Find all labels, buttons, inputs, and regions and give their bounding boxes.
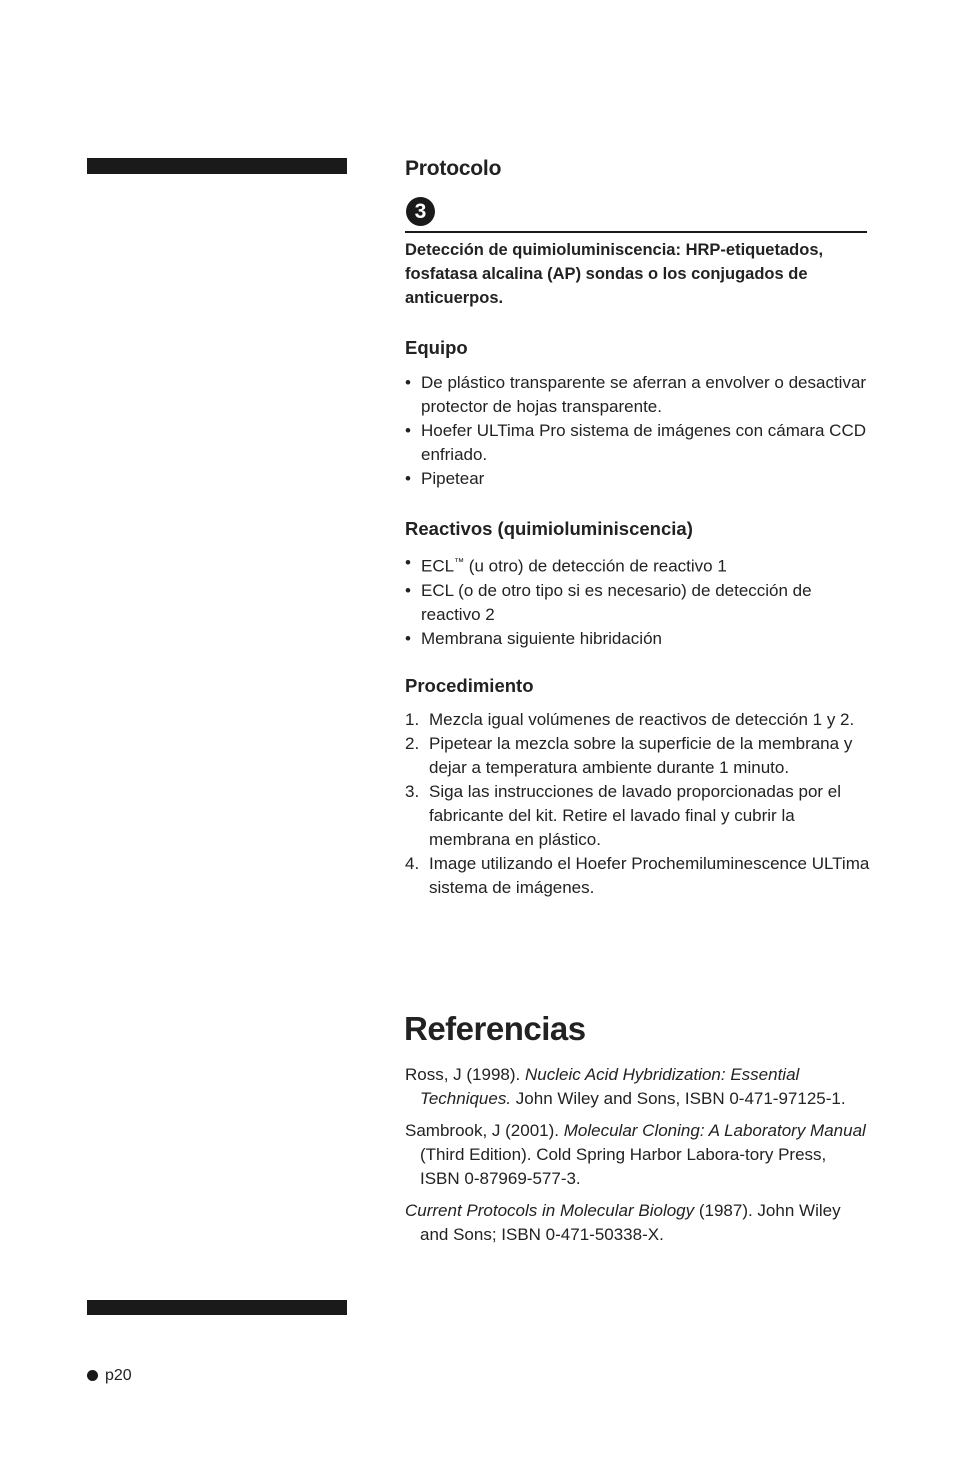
list-item: 2. Pipetear la mezcla sobre la superficie de la membrana y dejar a temperatura ambiente durante 1 minuto. — [405, 734, 853, 777]
list-item: • Pipetear — [405, 469, 485, 488]
reference-item: Current Protocols in Molecular Biology (1987). John Wiley and Sons; ISBN 0-471-50338-X. — [405, 1201, 841, 1244]
procedimiento-heading: Procedimiento — [405, 675, 534, 696]
equipo-list — [405, 371, 875, 491]
protocol-number-badge: 3 — [406, 197, 435, 226]
heading-rule — [405, 231, 867, 233]
reactivos-list — [405, 551, 875, 651]
list-item: • De plástico transparente se aferran a envolver o desactivar protector de hojas transparente. — [405, 373, 867, 416]
list-item: • Hoefer ULTima Pro sistema de imágenes con cámara CCD enfriado. — [405, 421, 866, 464]
referencias-heading: Referencias — [404, 1010, 586, 1047]
equipo-heading: Equipo — [405, 337, 468, 358]
page-number: p20 — [105, 1367, 132, 1384]
list-item: • Membrana siguiente hibridación — [405, 628, 662, 648]
protocol-heading: Protocolo — [405, 157, 502, 180]
page-footer — [87, 1367, 132, 1385]
list-item: 1. Mezcla igual volúmenes de reactivos de detección 1 y 2. — [405, 710, 855, 729]
reference-item: Sambrook, J (2001). Molecular Cloning: A Laboratory Manual (Third Edition). Cold Spring Harbor Labora-tory Press, ISBN 0-87969-577-3. — [405, 1121, 866, 1188]
reactivos-heading: Reactivos (quimioluminiscencia) — [405, 518, 693, 539]
list-item: • ECL (o de otro tipo si es necesario) de detección de reactivo 2 — [405, 580, 812, 624]
bullet-dot-icon — [87, 1370, 98, 1381]
procedimiento-list — [405, 708, 875, 900]
list-item: 3. Siga las instrucciones de lavado proporcionadas por el fabricante del kit. Retire el lavado final y cubrir la membrana en plástico. — [405, 782, 842, 849]
list-item: 4. Image utilizando el Hoefer Prochemiluminescence ULTima sistema de imágenes. — [405, 854, 870, 897]
list-item: • ECL™ (u otro) de detección de reactivo 1 — [405, 553, 727, 576]
reference-list — [405, 1063, 870, 1255]
top-divider-bar — [87, 158, 347, 174]
reference-item: Ross, J (1998). Nucleic Acid Hybridization: Essential Techniques. John Wiley and Sons, ISBN 0-471-97125-1. — [405, 1065, 846, 1108]
protocol-lead-text: Detección de quimioluminiscencia: HRP-etiquetados, fosfatasa alcalina (AP) sondas o los conjugados de anticuerpos. — [405, 241, 824, 307]
bottom-divider-bar — [87, 1300, 347, 1315]
